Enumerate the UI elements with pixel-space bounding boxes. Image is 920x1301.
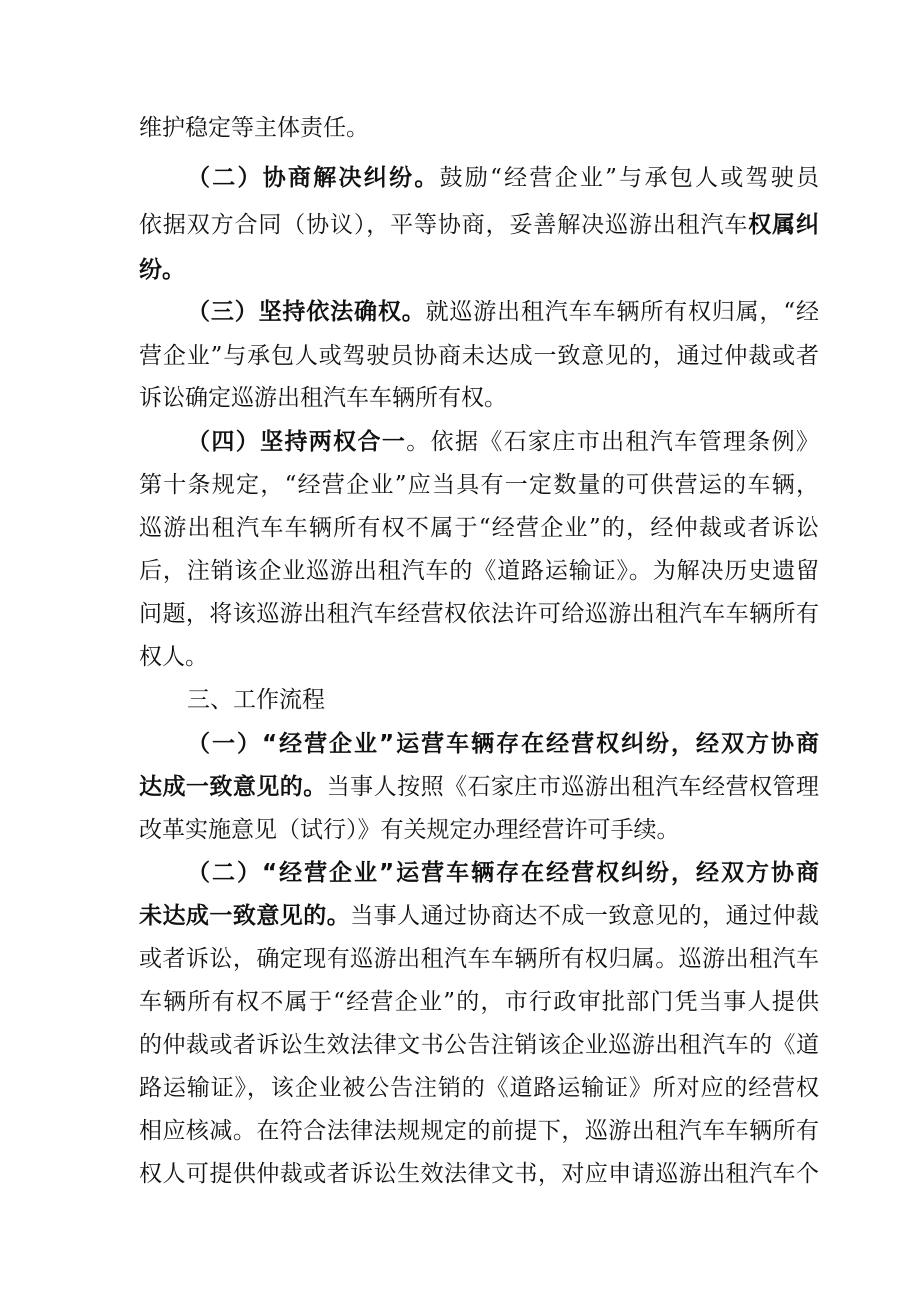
text-line — [139, 987, 819, 1017]
body-text: 。依据《石家庄市出租汽车管理条例》 — [406, 429, 820, 455]
text-line — [139, 901, 819, 931]
text-line — [139, 210, 819, 240]
body-text: 权人。 — [139, 644, 208, 670]
body-text: 诉讼确定巡游出租汽车车辆所有权。 — [139, 385, 507, 411]
text-line — [139, 1159, 819, 1189]
text-line — [139, 1073, 819, 1103]
bold-text: 纷。 — [139, 257, 185, 283]
bold-text: （一）“经营企业”运营车辆存在经营权纠纷，经双方协商 — [187, 731, 819, 757]
text-line — [139, 113, 819, 143]
text-line — [139, 1030, 819, 1060]
body-text: 巡游出租汽车车辆所有权不属于“经营企业”的，经仲裁或者诉讼 — [139, 515, 819, 541]
paragraph-heading-line — [187, 297, 819, 327]
paragraph-heading-line — [187, 163, 819, 193]
body-text: 第十条规定，“经营企业”应当具有一定数量的可供营运的车辆， — [139, 472, 819, 498]
paragraph-heading-line — [187, 729, 819, 759]
body-text: 权人可提供仲裁或者诉讼生效法律文书，对应申请巡游出租汽车个 — [139, 1161, 819, 1187]
text-line — [139, 1116, 819, 1146]
text-line — [139, 772, 819, 802]
text-line — [139, 642, 819, 672]
body-text: 后，注销该企业巡游出租汽车的《道路运输证》。为解决历史遗留 — [139, 558, 819, 584]
body-text: 就巡游出租汽车车辆所有权归属，“经 — [425, 299, 820, 325]
body-text: 当事人按照《石家庄市巡游出租汽车经营权管理 — [326, 774, 820, 800]
body-text: 依据双方合同（协议），平等协商，妥善解决巡游出租汽车 — [139, 212, 749, 238]
body-text: 当事人通过协商达不成一致意见的，通过仲裁 — [350, 903, 820, 929]
bold-text: 达成一致意见的。 — [139, 774, 327, 800]
body-text: 相应核减。在符合法律法规规定的前提下，巡游出租汽车车辆所有 — [139, 1118, 819, 1144]
bold-text: （二）“经营企业”运营车辆存在经营权纠纷，经双方协商 — [187, 860, 819, 886]
paragraph-heading-line — [187, 427, 819, 457]
text-line — [139, 341, 819, 371]
body-text: 路运输证》，该企业被公告注销的《道路运输证》所对应的经营权 — [139, 1075, 819, 1101]
body-text: 三、工作流程 — [187, 687, 325, 713]
section-heading — [187, 685, 867, 715]
bold-text: 权属纠 — [748, 212, 819, 238]
bold-text: （二）协商解决纠纷。 — [187, 165, 440, 191]
body-text: 的仲裁或者诉讼生效法律文书公告注销该企业巡游出租汽车的《道 — [139, 1032, 819, 1058]
text-line — [139, 383, 819, 413]
bold-text: 未达成一致意见的。 — [139, 903, 351, 929]
text-line — [139, 470, 819, 500]
text-line — [139, 599, 819, 629]
text-line — [139, 944, 819, 974]
paragraph-heading-line — [187, 858, 819, 888]
body-text: 维护稳定等主体责任。 — [139, 115, 369, 141]
bold-text: （四）坚持两权合一 — [187, 429, 407, 455]
body-text: 问题，将该巡游出租汽车经营权依法许可给巡游出租汽车车辆所有 — [139, 601, 819, 627]
text-line — [139, 556, 819, 586]
body-text: 或者诉讼，确定现有巡游出租汽车车辆所有权归属。巡游出租汽车 — [139, 946, 819, 972]
body-text: 鼓励“经营企业”与承包人或驾驶员 — [439, 165, 819, 191]
bold-text: （三）坚持依法确权。 — [187, 299, 426, 325]
text-line — [139, 815, 819, 845]
body-text: 营企业”与承包人或驾驶员协商未达成一致意见的，通过仲裁或者 — [139, 343, 819, 369]
body-text: 改革实施意见（试行）》有关规定办理经营许可手续。 — [139, 817, 680, 843]
body-text: 车辆所有权不属于“经营企业”的，市行政审批部门凭当事人提供 — [139, 989, 819, 1015]
text-line — [139, 255, 819, 285]
text-line — [139, 513, 819, 543]
